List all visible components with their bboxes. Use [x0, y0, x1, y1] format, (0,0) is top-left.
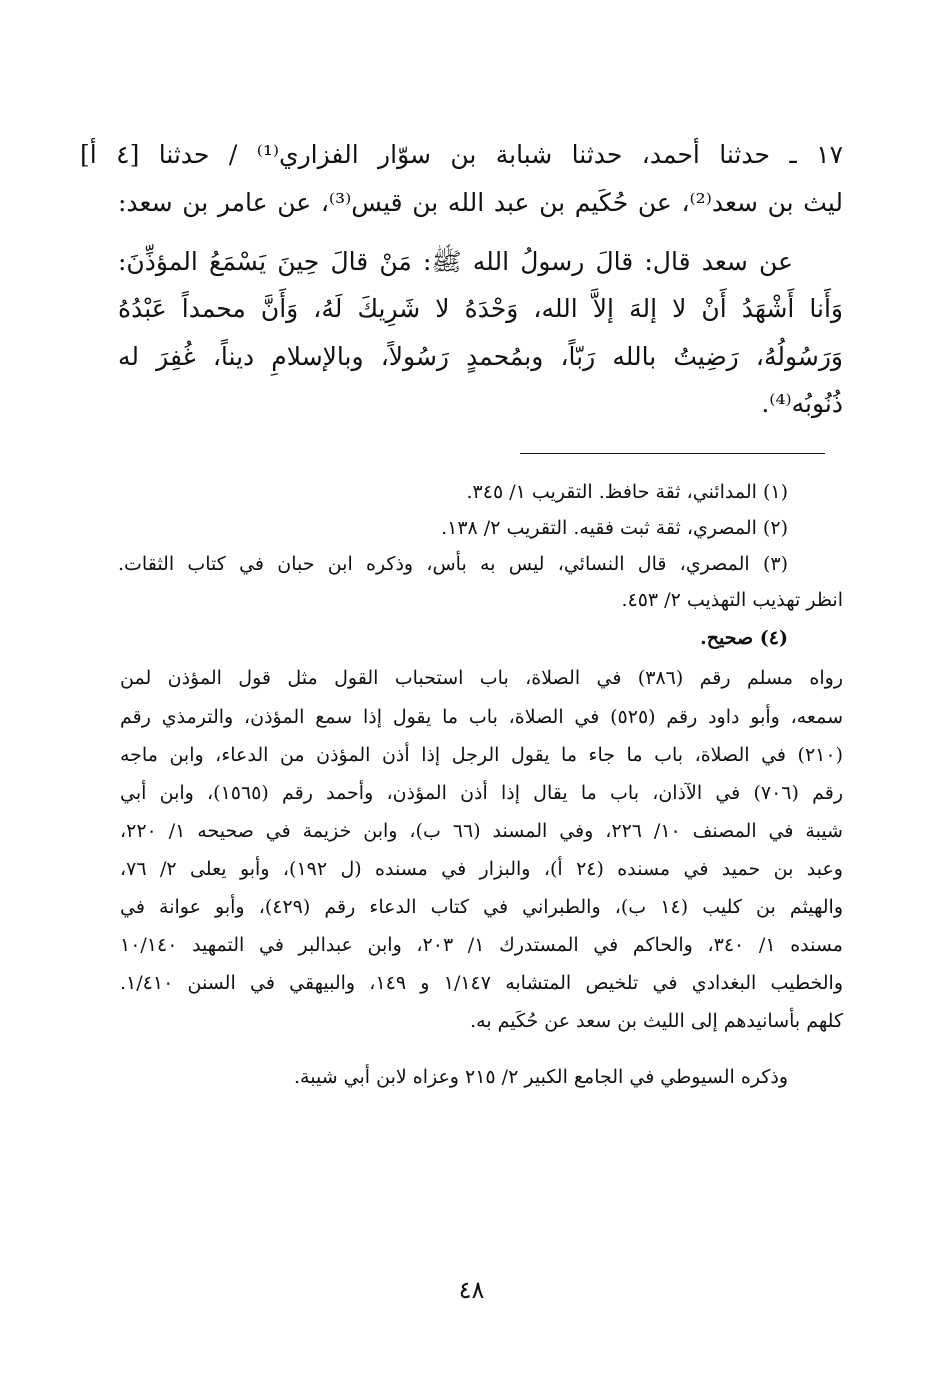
footnote-4-line-1: رواه مسلم رقم (٣٨٦) في الصلاة، باب استحباب القول مثل قول المؤذن لمن [120, 667, 843, 689]
footnote-4-line-2: سمعه، وأبو داود رقم (٥٢٥) في الصلاة، باب ما يقول إذا سمع المؤذن، والترمذي رقم [120, 706, 843, 728]
footnote-4-line-11: وذكره السيوطي في الجامع الكبير ٢/ ٢١٥ وعزاه لابن أبي شيبة. [294, 1066, 788, 1088]
footnote-4-line-6: وعبد بن حميد في مسنده (٢٤ أ)، والبزار في مسنده (ل ١٩٢)، وأبو يعلى ٢/ ٧٦، [120, 858, 843, 880]
footnote-4-line-8: مسنده ١/ ٣٤٠، والحاكم في المستدرك ١/ ٢٠٣، وابن عبدالبر في التمهيد ١٠/١٤٠ [120, 934, 843, 956]
footnote-4-line-7: والهيثم بن كليب (١٤ ب)، والطبراني في كتاب الدعاء رقم (٤٢٩)، وأبو عوانة في [120, 896, 844, 918]
footnote-4-line-10: كلهم بأسانيدهم إلى الليث بن سعد عن حُكَيم به. [470, 1010, 843, 1032]
hadith-line-5: وَرَسُولُهُ، رَضِيتُ بالله رَبّاً، وبمُحمدٍ رَسُولاً، وبالإسلامِ ديناً، غُفِرَ له [118, 342, 843, 371]
footnote-4-line-4: رقم (٧٠٦) في الآذان، باب ما يقال إذا أذن المؤذن، وأحمد رقم (١٥٦٥)، وابن أبي [120, 782, 844, 804]
footnote-1: (١) المدائني، ثقة حافظ. التقريب ١/ ٣٤٥. [466, 481, 788, 503]
footnote-3: (٣) المصري، قال النسائي، ليس به بأس، وذكره ابن حبان في كتاب الثقات. [118, 553, 788, 575]
footnote-4-line-5: شيبة في المصنف ١٠/ ٢٢٦، وفي المسند (٦٦ ب)، وابن خزيمة في صحيحه ١/ ٢٢٠، [120, 820, 843, 842]
hadith-line-3: عن سعد قال: قالَ رسولُ الله ﷺ: مَنْ قالَ حِينَ يَسْمَعُ المؤذِّنَ: [118, 247, 793, 276]
footnote-4-line-9: والخطيب البغدادي في تلخيص المتشابه ١/١٤٧ و ١٤٩، والبيهقي في السنن ١/٤١٠. [120, 972, 843, 994]
hadith-line-6: ذُنُوبُه⁽⁴⁾. [761, 389, 843, 418]
footnote-4-line-3: (٢١٠) في الصلاة، باب ما جاء ما يقول الرجل إذا أذن المؤذن من الدعاء، وابن ماجه [120, 744, 843, 766]
footnote-2: (٢) المصري، ثقة ثبت فقيه. التقريب ٢/ ١٣٨. [441, 517, 788, 539]
hadith-line-1: ١٧ ـ حدثنا أحمد، حدثنا شبابة بن سوّار الفزاري⁽¹⁾ / حدثنا [٤ أ] [80, 140, 844, 169]
footnote-separator [520, 453, 825, 454]
footnote-4-heading: (٤) صحيح. [700, 627, 788, 649]
page-number: ٤٨ [458, 1276, 485, 1304]
hadith-line-2: ليث بن سعد⁽²⁾، عن حُكَيم بن عبد الله بن قيس⁽³⁾، عن عامر بن سعد: [118, 188, 843, 217]
footnote-3-cont: انظر تهذيب التهذيب ٢/ ٤٥٣. [621, 589, 843, 611]
hadith-line-4: وَأَنا أَشْهَدُ أَنْ لا إلهَ إلاَّ الله، وَحْدَهُ لا شَرِيكَ لَهُ، وَأَنَّ محمداً عَبْدُهُ [118, 294, 843, 323]
